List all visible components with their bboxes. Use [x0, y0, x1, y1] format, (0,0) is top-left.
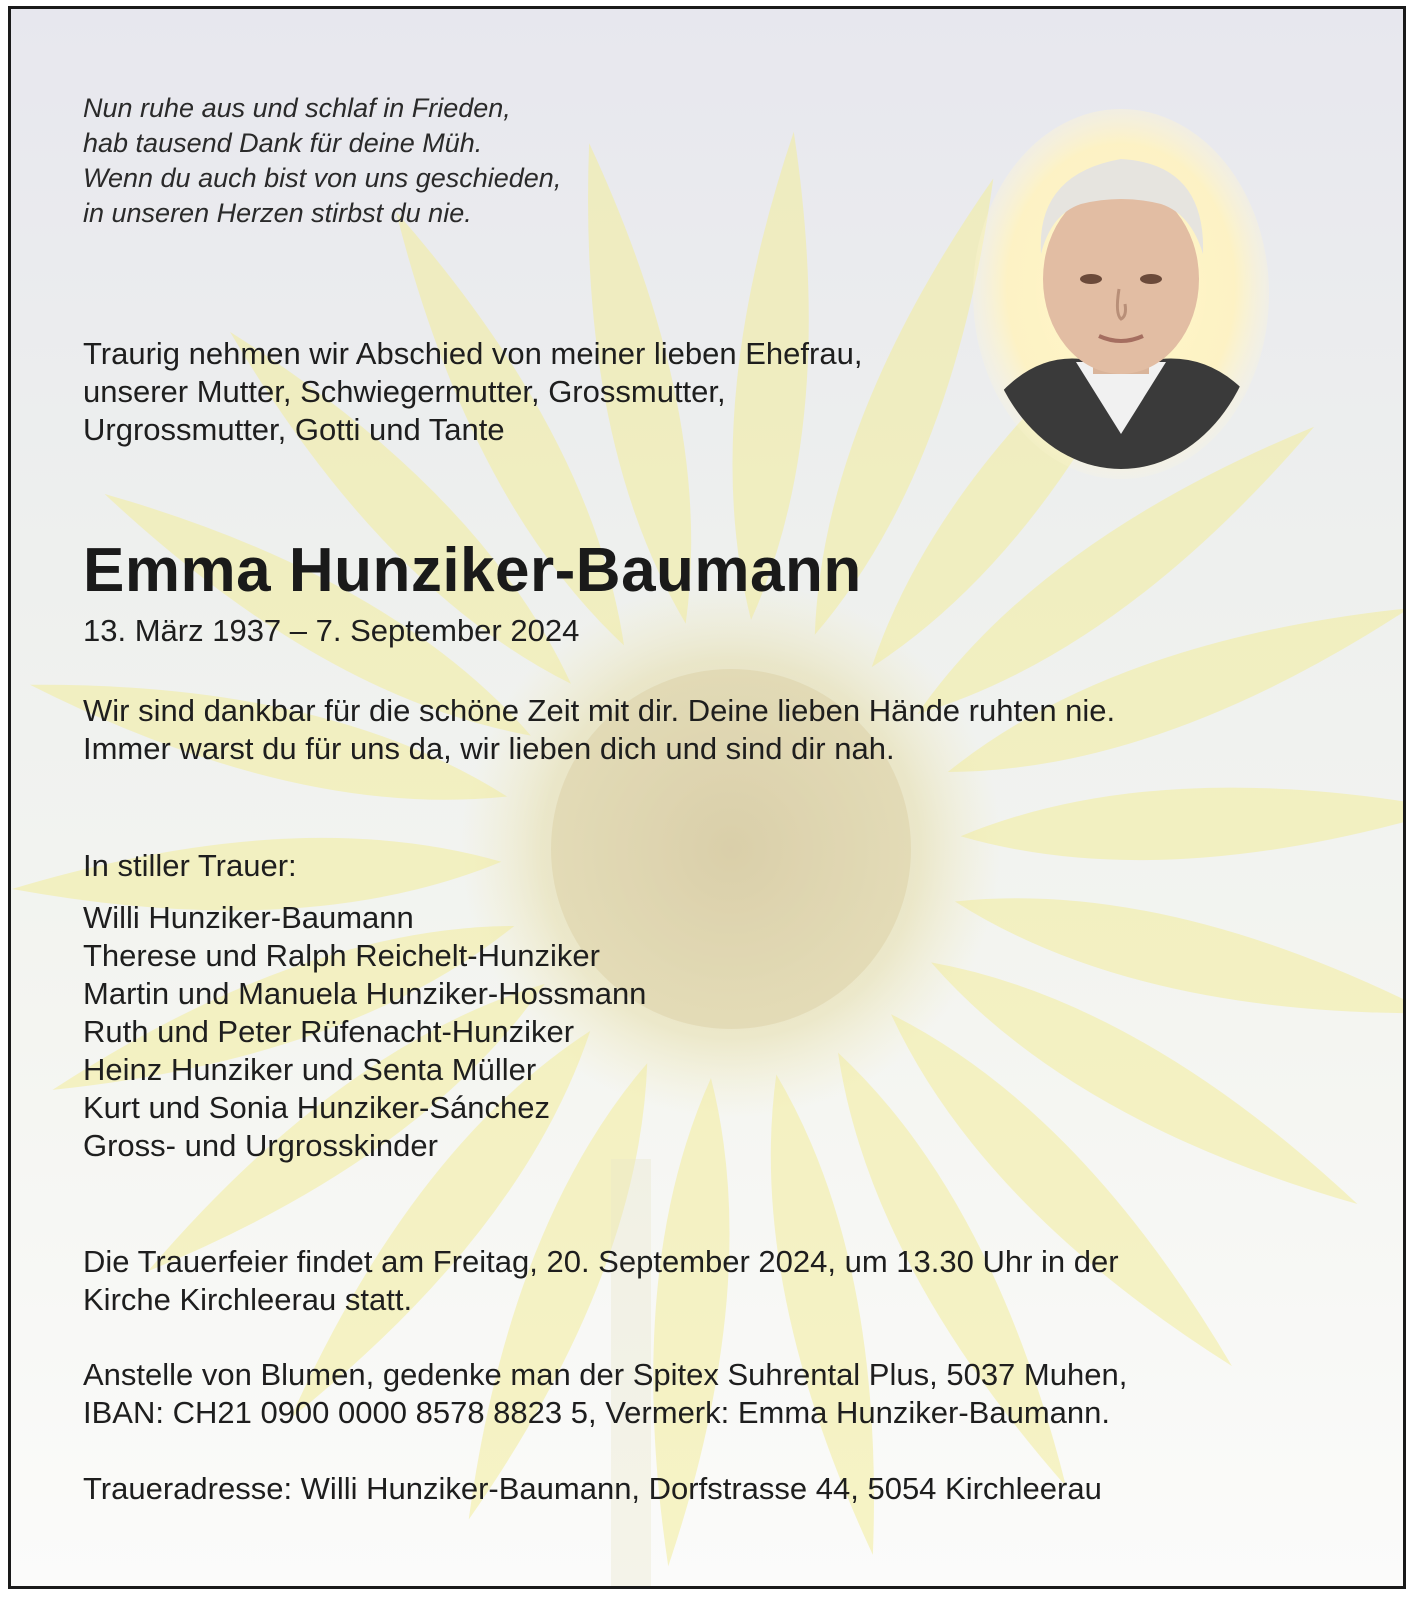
verse-line: in unseren Herzen stirbst du nie. — [83, 198, 472, 228]
donation-line: IBAN: CH21 0900 0000 8578 8823 5, Vermerk: Emma Hunziker-Baumann. — [83, 1395, 1110, 1430]
mourners-list — [83, 899, 646, 1165]
mourning-address: Traueradresse: Willi Hunziker-Baumann, Dorfstrasse 44, 5054 Kirchleerau — [83, 1471, 1102, 1506]
verse-line: Nun ruhe aus und schlaf in Frieden, — [83, 93, 511, 123]
memorial-verse — [83, 91, 561, 231]
message-line: Immer warst du für uns da, wir lieben dich und sind dir nah. — [83, 731, 895, 766]
mourner-name: Ruth und Peter Rüfenacht-Hunziker — [83, 1014, 575, 1049]
mourners-label: In stiller Trauer: — [83, 848, 297, 883]
gratitude-message — [83, 692, 1115, 768]
mourner-name: Therese und Ralph Reichelt-Hunziker — [83, 938, 600, 973]
service-line: Die Trauerfeier findet am Freitag, 20. September 2024, um 13.30 Uhr in der — [83, 1244, 1119, 1279]
donation-line: Anstelle von Blumen, gedenke man der Spitex Suhrental Plus, 5037 Muhen, — [83, 1357, 1128, 1392]
intro-line: Urgrossmutter, Gotti und Tante — [83, 412, 505, 447]
verse-line: hab tausend Dank für deine Müh. — [83, 128, 483, 158]
verse-line: Wenn du auch bist von uns geschieden, — [83, 163, 562, 193]
portrait-photo-icon — [971, 104, 1271, 484]
message-line: Wir sind dankbar für die schöne Zeit mit dir. Deine lieben Hände ruhten nie. — [83, 693, 1116, 728]
mourner-name: Gross- und Urgrosskinder — [83, 1128, 438, 1163]
sunflower-petal — [936, 575, 1403, 805]
intro-line: unserer Mutter, Schwiegermutter, Grossmutter, — [83, 374, 726, 409]
life-dates: 13. März 1937 – 7. September 2024 — [83, 613, 580, 648]
mourner-name: Martin und Manuela Hunziker-Hossmann — [83, 976, 647, 1011]
sunflower-petal — [959, 774, 1403, 871]
intro-line: Traurig nehmen wir Abschied von meiner lieben Ehefrau, — [83, 336, 863, 371]
donation-info — [83, 1356, 1127, 1432]
mourner-name: Heinz Hunziker und Senta Müller — [83, 1052, 537, 1087]
mourner-name: Kurt und Sonia Hunziker-Sánchez — [83, 1090, 550, 1125]
obituary-card — [8, 6, 1406, 1589]
farewell-intro — [83, 335, 862, 449]
deceased-name: Emma Hunziker-Baumann — [83, 536, 862, 605]
mourner-name: Willi Hunziker-Baumann — [83, 900, 414, 935]
service-line: Kirche Kirchleerau statt. — [83, 1282, 413, 1317]
funeral-service-info — [83, 1243, 1119, 1319]
